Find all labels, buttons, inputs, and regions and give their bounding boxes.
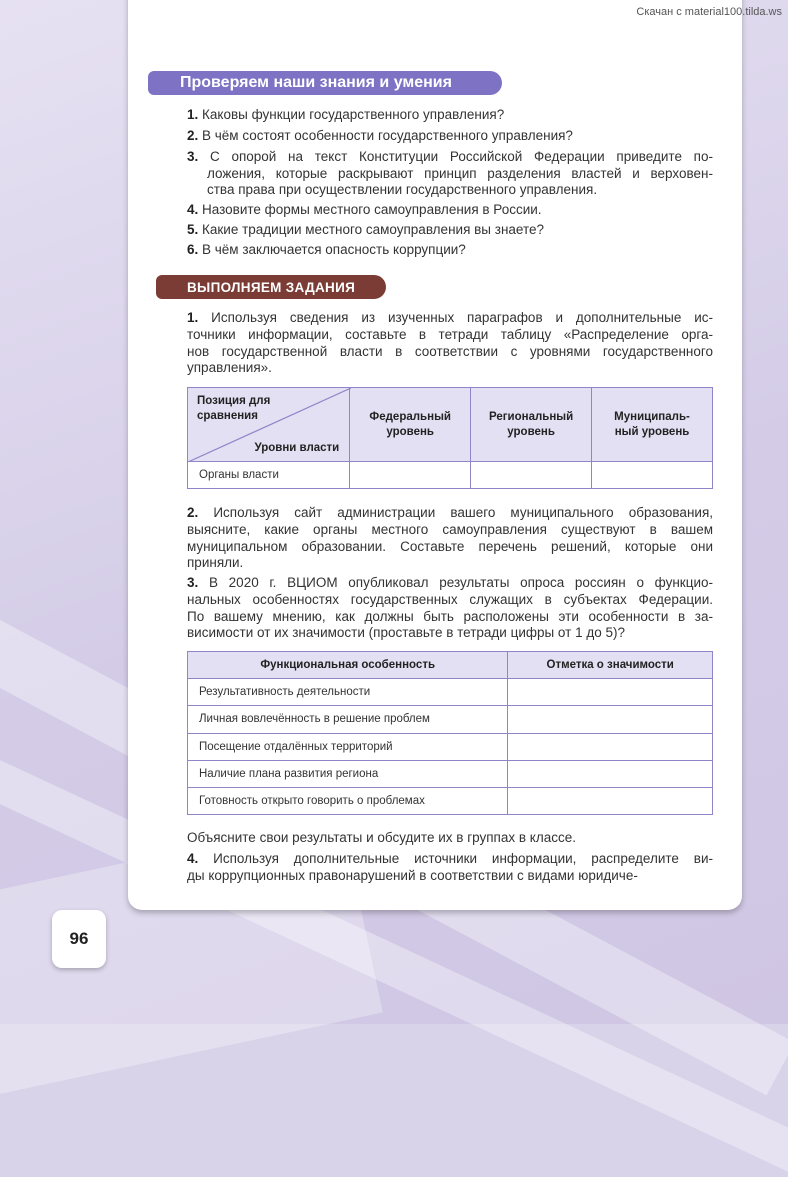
text-line: 2. Используя сайт администрации вашего муниципального образования, [187, 505, 713, 520]
levels-table [187, 387, 713, 489]
text-line: висимости от их значимости (проставьте в тетради цифры от 1 до 5)? [187, 625, 625, 641]
row-label: Органы власти [188, 462, 350, 489]
text-line: точники информации, составьте в тетради таблицу «Распределение орга- [187, 326, 713, 342]
question-line: ства права при осуществлении государственного управления. [207, 182, 598, 197]
text-line: нальных особенностях государственных служащих в субъектах Федерации. [187, 591, 713, 607]
question-line: 5. Какие традиции местного самоуправления вы знаете? [187, 222, 545, 237]
column-header: Муниципаль-ный уровень [592, 388, 713, 462]
question-number: 5. [187, 222, 203, 237]
question-item [187, 222, 713, 239]
text-line: муниципальном образовании. Составьте перечень решений, которые они [187, 538, 713, 554]
question-number: 4. [187, 202, 203, 217]
question-number: 1. [187, 107, 203, 122]
question-line: 4. Назовите формы местного самоуправления в России. [187, 202, 542, 217]
page-number: 96 [52, 910, 106, 968]
section-heading-check: Проверяем наши знания и умения [148, 71, 502, 95]
feature-cell: Наличие плана развития региона [188, 760, 508, 787]
task-2 [187, 505, 713, 572]
task-3 [187, 575, 713, 642]
mark-cell [508, 679, 713, 706]
table-row [188, 679, 713, 706]
column-header: Функциональная особенность [188, 652, 508, 679]
column-header: Региональный уровень [471, 388, 592, 462]
question-line: 3. С опорой на текст Конституции Российской Федерации приведите по- [187, 149, 713, 164]
feature-cell: Результативность деятельности [188, 679, 508, 706]
question-number: 3. [187, 149, 210, 164]
table-cell [471, 462, 592, 489]
text-line: 1. Используя сведения из изученных параграфов и дополнительные ис- [187, 310, 713, 325]
text-line: По вашему мнению, как должны быть расположены эти особенности в за- [187, 608, 713, 624]
question-number: 2. [187, 128, 203, 143]
text-line: выясните, какие органы местного самоуправления существуют в вашем [187, 521, 713, 537]
task-number: 2. [187, 505, 214, 520]
question-line: 2. В чём состоят особенности государственного управления? [187, 128, 573, 143]
mark-cell [508, 706, 713, 733]
question-item [187, 107, 713, 124]
task-4 [187, 851, 713, 885]
mark-cell [508, 788, 713, 815]
question-item [187, 149, 713, 199]
question-line: 6. В чём заключается опасность коррупции? [187, 242, 466, 257]
text-line: 4. Используя дополнительные источники информации, распределите ви- [187, 851, 713, 866]
table-cell [592, 462, 713, 489]
text-line: нов государственной власти в соответствии с уровнями государственного [187, 343, 713, 359]
table-row [188, 788, 713, 815]
mark-cell [508, 760, 713, 787]
question-line: 1. Каковы функции государственного управления? [187, 107, 505, 122]
task-number: 1. [187, 310, 212, 325]
features-table [187, 651, 713, 815]
watermark: Скачан с material100.tilda.ws [636, 6, 782, 18]
text-line: приняли. [187, 555, 244, 571]
question-item [187, 128, 713, 145]
text-line: 3. В 2020 г. ВЦИОМ опубликовал результаты опроса россиян о функцио- [187, 575, 713, 590]
text-line: ды коррупционных правонарушений в соответствии с видами юридиче- [187, 867, 638, 883]
column-header: Отметка о значимости [508, 652, 713, 679]
table-row [188, 760, 713, 787]
corner-top-label: Позиция для сравнения [197, 395, 271, 422]
task-1 [187, 310, 713, 377]
section-heading-tasks: ВЫПОЛНЯЕМ ЗАДАНИЯ [156, 275, 386, 299]
question-item [187, 242, 713, 259]
feature-cell: Посещение отдалённых территорий [188, 733, 508, 760]
question-item [187, 202, 713, 219]
feature-cell: Готовность открыто говорить о проблемах [188, 788, 508, 815]
column-header: Федеральный уровень [350, 388, 471, 462]
mark-cell [508, 733, 713, 760]
corner-header-cell [188, 388, 350, 462]
table-row [188, 733, 713, 760]
question-number: 6. [187, 242, 203, 257]
question-line: ложения, которые раскрывают принцип разделения властей и верховен- [207, 165, 713, 181]
task-number: 3. [187, 575, 209, 590]
text-line: управления». [187, 360, 272, 376]
feature-cell: Личная вовлечённость в решение проблем [188, 706, 508, 733]
corner-bottom-label: Уровни власти [254, 442, 340, 454]
table-cell [350, 462, 471, 489]
task-number: 4. [187, 851, 214, 866]
table-row [188, 706, 713, 733]
explain-text: Объясните свои результаты и обсудите их в группах в классе. [187, 830, 576, 845]
